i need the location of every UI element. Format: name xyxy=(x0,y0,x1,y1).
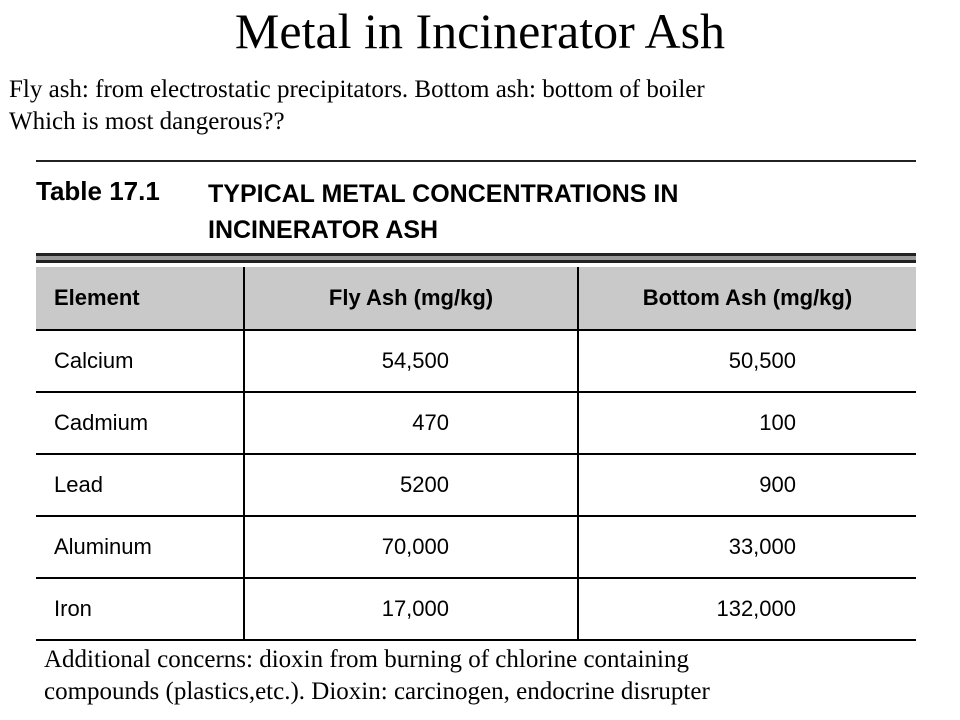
table-header-row xyxy=(36,267,916,330)
table-figure xyxy=(36,160,916,636)
table-top-rule xyxy=(36,160,916,162)
cell-bottom-ash: 33,000 xyxy=(578,516,916,578)
cell-element: Aluminum xyxy=(36,516,244,578)
notes-line: Additional concerns: dioxin from burning of chlorine containing xyxy=(44,646,689,673)
cell-element: Calcium xyxy=(36,330,244,392)
cell-element: Cadmium xyxy=(36,392,244,454)
intro-text xyxy=(9,74,949,138)
cell-bottom-ash: 50,500 xyxy=(578,330,916,392)
cell-bottom-ash: 100 xyxy=(578,392,916,454)
table-row xyxy=(36,454,916,516)
cell-fly-ash: 54,500 xyxy=(244,330,578,392)
additional-notes xyxy=(44,644,944,708)
cell-fly-ash: 470 xyxy=(244,392,578,454)
metal-table xyxy=(36,267,916,641)
cell-fly-ash: 70,000 xyxy=(244,516,578,578)
column-header-fly-ash: Fly Ash (mg/kg) xyxy=(244,267,578,330)
cell-fly-ash: 17,000 xyxy=(244,578,578,640)
notes-line: compounds (plastics,etc.). Dioxin: carcinogen, endocrine disrupter xyxy=(44,678,710,705)
column-header-bottom-ash: Bottom Ash (mg/kg) xyxy=(578,267,916,330)
table-row xyxy=(36,330,916,392)
table-row xyxy=(36,392,916,454)
intro-line: Fly ash: from electrostatic precipitators. Bottom ash: bottom of boiler xyxy=(9,76,705,103)
cell-element: Iron xyxy=(36,578,244,640)
table-label: Table 17.1 xyxy=(36,176,160,206)
table-row xyxy=(36,516,916,578)
cell-element: Lead xyxy=(36,454,244,516)
table-wrap xyxy=(36,267,916,631)
column-header-element: Element xyxy=(36,267,244,330)
cell-bottom-ash: 900 xyxy=(578,454,916,516)
intro-line: Which is most dangerous?? xyxy=(9,108,285,135)
slide-title: Metal in Incinerator Ash xyxy=(234,3,726,59)
table-title: TYPICAL METAL CONCENTRATIONS IN INCINERATOR ASH xyxy=(208,180,679,244)
cell-bottom-ash: 132,000 xyxy=(578,578,916,640)
table-header-rule xyxy=(36,253,916,263)
cell-fly-ash: 5200 xyxy=(244,454,578,516)
table-row xyxy=(36,578,916,640)
